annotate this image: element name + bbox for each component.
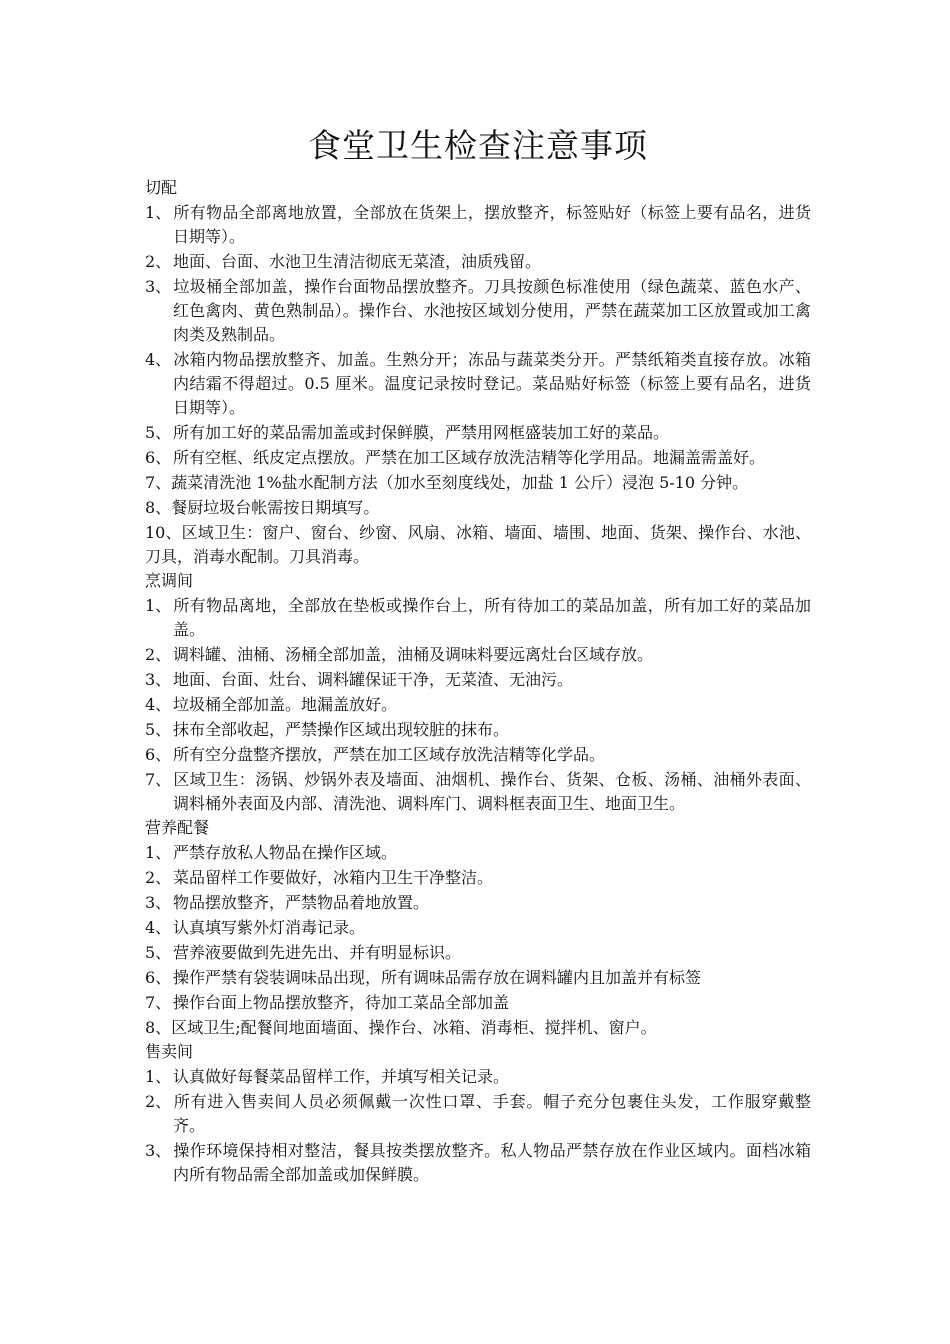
list-item-number: 3、 bbox=[145, 277, 172, 296]
list-item-number: 8、 bbox=[145, 1018, 172, 1037]
list-item-text: 抹布全部收起，严禁操作区域出现较脏的抹布。 bbox=[173, 720, 510, 739]
list-item-text: 调料罐、油桶、汤桶全部加盖，油桶及调味料要远离灶台区域存放。 bbox=[173, 645, 654, 664]
list-item bbox=[145, 1139, 811, 1187]
document-title: 食堂卫生检查注意事项 bbox=[308, 126, 648, 165]
list-item-text: 所有空框、纸皮定点摆放。严禁在加工区域存放洗洁精等化学用品。地漏盖需盖好。 bbox=[173, 448, 766, 467]
list-item-number: 2、 bbox=[145, 1092, 172, 1111]
list-item bbox=[145, 841, 811, 865]
list-item-number: 6、 bbox=[145, 448, 172, 467]
list-item-text: 物品摆放整齐，严禁物品着地放置。 bbox=[173, 893, 430, 912]
list-item-number: 4、 bbox=[145, 918, 172, 937]
list-item bbox=[145, 446, 811, 470]
list-item-number: 6、 bbox=[145, 745, 172, 764]
list-item-number: 5、 bbox=[145, 943, 172, 962]
sections-container bbox=[145, 176, 811, 1187]
list-item-text: 操作台面上物品摆放整齐，待加工菜品全部加盖 bbox=[173, 993, 510, 1012]
list-item bbox=[145, 668, 811, 692]
list-item-number: 8、 bbox=[145, 498, 172, 517]
list-item bbox=[145, 275, 811, 347]
list-item-text: 餐厨垃圾台帐需按日期填写。 bbox=[171, 498, 380, 517]
list-item-text: 区域卫生;配餐间地面墙面、操作台、冰箱、消毒柜、搅拌机、窗户。 bbox=[171, 1018, 657, 1037]
list-item-number: 7、 bbox=[145, 770, 172, 789]
list-item-text: 地面、台面、水池卫生清洁彻底无菜渣，油质残留。 bbox=[173, 252, 542, 271]
list-item bbox=[145, 966, 811, 990]
list-item bbox=[145, 743, 811, 767]
list-item-text: 地面、台面、灶台、调料罐保证干净，无菜渣、无油污。 bbox=[173, 670, 574, 689]
list-item-number: 4、 bbox=[145, 350, 172, 369]
list-item bbox=[145, 201, 811, 249]
list-item-number: 5、 bbox=[145, 720, 172, 739]
list-item-number: 6、 bbox=[145, 968, 172, 987]
list-item bbox=[145, 250, 811, 274]
list-item-number: 2、 bbox=[145, 252, 172, 271]
list-item-number: 3、 bbox=[145, 670, 172, 689]
list-item bbox=[145, 916, 811, 940]
list-item bbox=[145, 1090, 811, 1138]
list-item-text: 认真填写紫外灯消毒记录。 bbox=[173, 918, 366, 937]
section-heading: 营养配餐 bbox=[145, 818, 210, 837]
list-item-text: 区域卫生：汤锅、炒锅外表及墙面、油烟机、操作台、货架、仓板、汤桶、油桶外表面、调料桶外表面及内部、清洗池、调料库门、调料框表面卫生、地面卫生。 bbox=[173, 770, 811, 813]
list-item-text: 所有进入售卖间人员必须佩戴一次性口罩、手套。帽子充分包裹住头发，工作服穿戴整齐。 bbox=[173, 1092, 811, 1135]
list-item-number: 3、 bbox=[145, 1141, 172, 1160]
list-item-text: 所有加工好的菜品需加盖或封保鲜膜，严禁用网框盛装加工好的菜品。 bbox=[173, 423, 670, 442]
list-item-text: 所有空分盘整齐摆放，严禁在加工区域存放洗洁精等化学品。 bbox=[173, 745, 606, 764]
list-item bbox=[145, 471, 811, 495]
list-item-text: 垃圾桶全部加盖。地漏盖放好。 bbox=[173, 695, 398, 714]
list-item-text: 认真做好每餐菜品留样工作，并填写相关记录。 bbox=[173, 1067, 510, 1086]
list-item-text: 垃圾桶全部加盖，操作台面物品摆放整齐。刀具按颜色标准使用（绿色蔬菜、蓝色水产、红色禽肉、黄色熟制品）。操作台、水池按区域划分使用，严禁在蔬菜加工区放置或加工禽肉类及熟制品。 bbox=[173, 277, 811, 344]
list-item bbox=[145, 1016, 811, 1040]
list-item-text: 操作严禁有袋装调味品出现，所有调味品需存放在调料罐内且加盖并有标签 bbox=[173, 968, 702, 987]
list-item bbox=[145, 594, 811, 642]
list-item bbox=[145, 866, 811, 890]
list-item bbox=[145, 348, 811, 420]
list-item-number: 3、 bbox=[145, 893, 172, 912]
section-heading: 烹调间 bbox=[145, 571, 194, 590]
section-heading: 切配 bbox=[145, 178, 178, 197]
list-item bbox=[145, 521, 811, 569]
list-item bbox=[145, 991, 811, 1015]
list-item bbox=[145, 693, 811, 717]
list-item bbox=[145, 768, 811, 816]
list-item bbox=[145, 496, 811, 520]
list-item bbox=[145, 421, 811, 445]
list-item bbox=[145, 941, 811, 965]
list-item-text: 所有物品离地，全部放在垫板或操作台上，所有待加工的菜品加盖，所有加工好的菜品加盖。 bbox=[173, 596, 811, 639]
document-page bbox=[145, 118, 811, 1187]
list-item bbox=[145, 643, 811, 667]
list-item-text: 营养液要做到先进先出、并有明显标识。 bbox=[173, 943, 462, 962]
list-item bbox=[145, 891, 811, 915]
list-item-text: 菜品留样工作要做好，冰箱内卫生干净整洁。 bbox=[173, 868, 494, 887]
list-item bbox=[145, 1065, 811, 1089]
list-item-number: 2、 bbox=[145, 645, 172, 664]
list-item bbox=[145, 718, 811, 742]
list-item-number: 7、 bbox=[145, 473, 172, 492]
list-item-text: 所有物品全部离地放置，全部放在货架上，摆放整齐，标签贴好（标签上要有品名，进货日期等）。 bbox=[173, 203, 811, 246]
list-item-number: 1、 bbox=[145, 203, 172, 222]
list-item-number: 4、 bbox=[145, 695, 172, 714]
list-item-text: 冰箱内物品摆放整齐、加盖。生熟分开；冻品与蔬菜类分开。严禁纸箱类直接存放。冰箱内结霜不得超过。0.5 厘米。温度记录按时登记。菜品贴好标签（标签上要有品名，进货日期等）。 bbox=[173, 350, 811, 417]
list-item-number: 5、 bbox=[145, 423, 172, 442]
section-heading: 售卖间 bbox=[145, 1042, 194, 1061]
list-item-number: 7、 bbox=[145, 993, 172, 1012]
list-item-text: 蔬菜清洗池 1%盐水配制方法（加水至刻度线处，加盐 1 公斤）浸泡 5-10 分钟。 bbox=[171, 473, 749, 492]
list-item-number: 1、 bbox=[145, 843, 172, 862]
list-item-number: 1、 bbox=[145, 1067, 172, 1086]
list-item-number: 1、 bbox=[145, 596, 172, 615]
list-item-text: 操作环境保持相对整洁，餐具按类摆放整齐。私人物品严禁存放在作业区域内。面档冰箱内所有物品需全部加盖或加保鲜膜。 bbox=[173, 1141, 811, 1184]
list-item-text: 区域卫生：窗户、窗台、纱窗、风扇、冰箱、墙面、墙围、地面、货架、操作台、水池、刀具，消毒水配制。刀具消毒。 bbox=[145, 523, 811, 566]
list-item-number: 2、 bbox=[145, 868, 172, 887]
list-item-number: 10、 bbox=[145, 523, 182, 542]
list-item-text: 严禁存放私人物品在操作区域。 bbox=[173, 843, 398, 862]
